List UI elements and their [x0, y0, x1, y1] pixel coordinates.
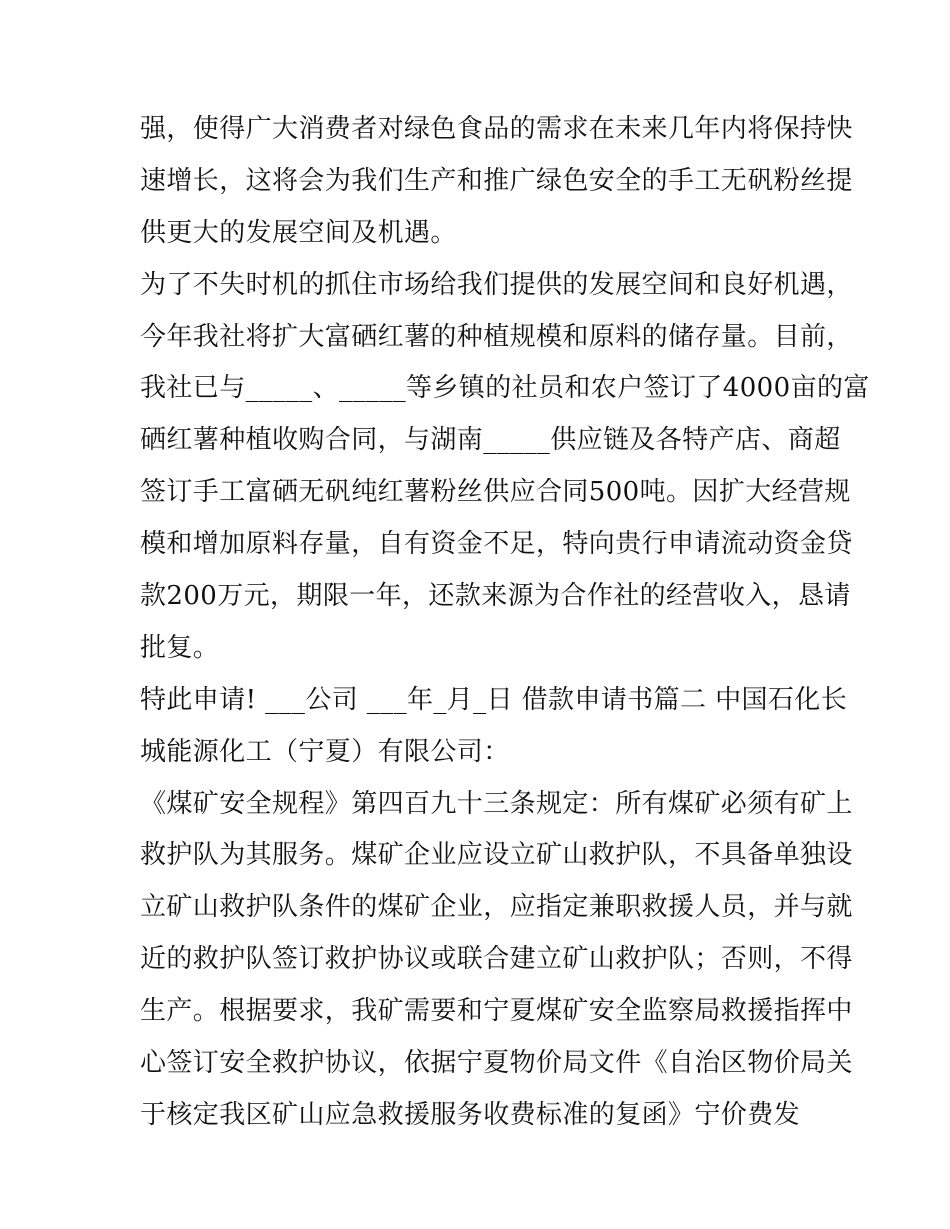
text-line: 近的救护队签订救护协议或联合建立矿山救护队；否则，不得 [140, 944, 853, 975]
text-line: 速增长，这将会为我们生产和推广绿色安全的手工无矾粉丝提 [140, 165, 853, 196]
text-line: 城能源化工（宁夏）有限公司： [140, 736, 510, 767]
text-line: 硒红薯种植收购合同，与湖南_____供应链及各特产店、商超 [140, 425, 841, 456]
text-line: 为了不失时机的抓住市场给我们提供的发展空间和良好机遇， [140, 269, 853, 300]
text-line: 批复。 [140, 632, 220, 663]
text-line: 《煤矿安全规程》第四百九十三条规定：所有煤矿必须有矿上 [140, 788, 853, 819]
text-line: 救护队为其服务。煤矿企业应设立矿山救护队，不具备单独设 [140, 840, 853, 871]
text-line: 立矿山救护队条件的煤矿企业，应指定兼职救援人员，并与就 [140, 892, 853, 923]
text-line: 于核定我区矿山应急救援服务收费标准的复函》宁价费发 [140, 1099, 801, 1130]
text-line: 生产。根据要求，我矿需要和宁夏煤矿安全监察局救援指挥中 [140, 996, 853, 1027]
document-body [140, 104, 870, 1142]
text-line: 款200万元，期限一年，还款来源为合作社的经营收入，恳请 [140, 581, 851, 612]
text-line: 强，使得广大消费者对绿色食品的需求在未来几年内将保持快 [140, 114, 853, 144]
text-line: 我社已与_____、_____等乡镇的社员和农户签订了4000亩的富 [140, 373, 870, 404]
text-line: 今年我社将扩大富硒红薯的种植规模和原料的储存量。目前， [140, 321, 853, 352]
text-line: 签订手工富硒无矾纯红薯粉丝供应合同500吨。因扩大经营规 [140, 477, 851, 508]
text-line: 供更大的发展空间及机遇。 [140, 217, 457, 248]
text-line: 心签订安全救护协议，依据宁夏物价局文件《自治区物价局关 [140, 1048, 853, 1079]
text-line: 模和增加原料存量，自有资金不足，特向贵行申请流动资金贷 [140, 529, 853, 560]
text-line: 特此申请! ___公司 ___年_月_日 借款申请书篇二 中国石化长 [140, 684, 848, 715]
